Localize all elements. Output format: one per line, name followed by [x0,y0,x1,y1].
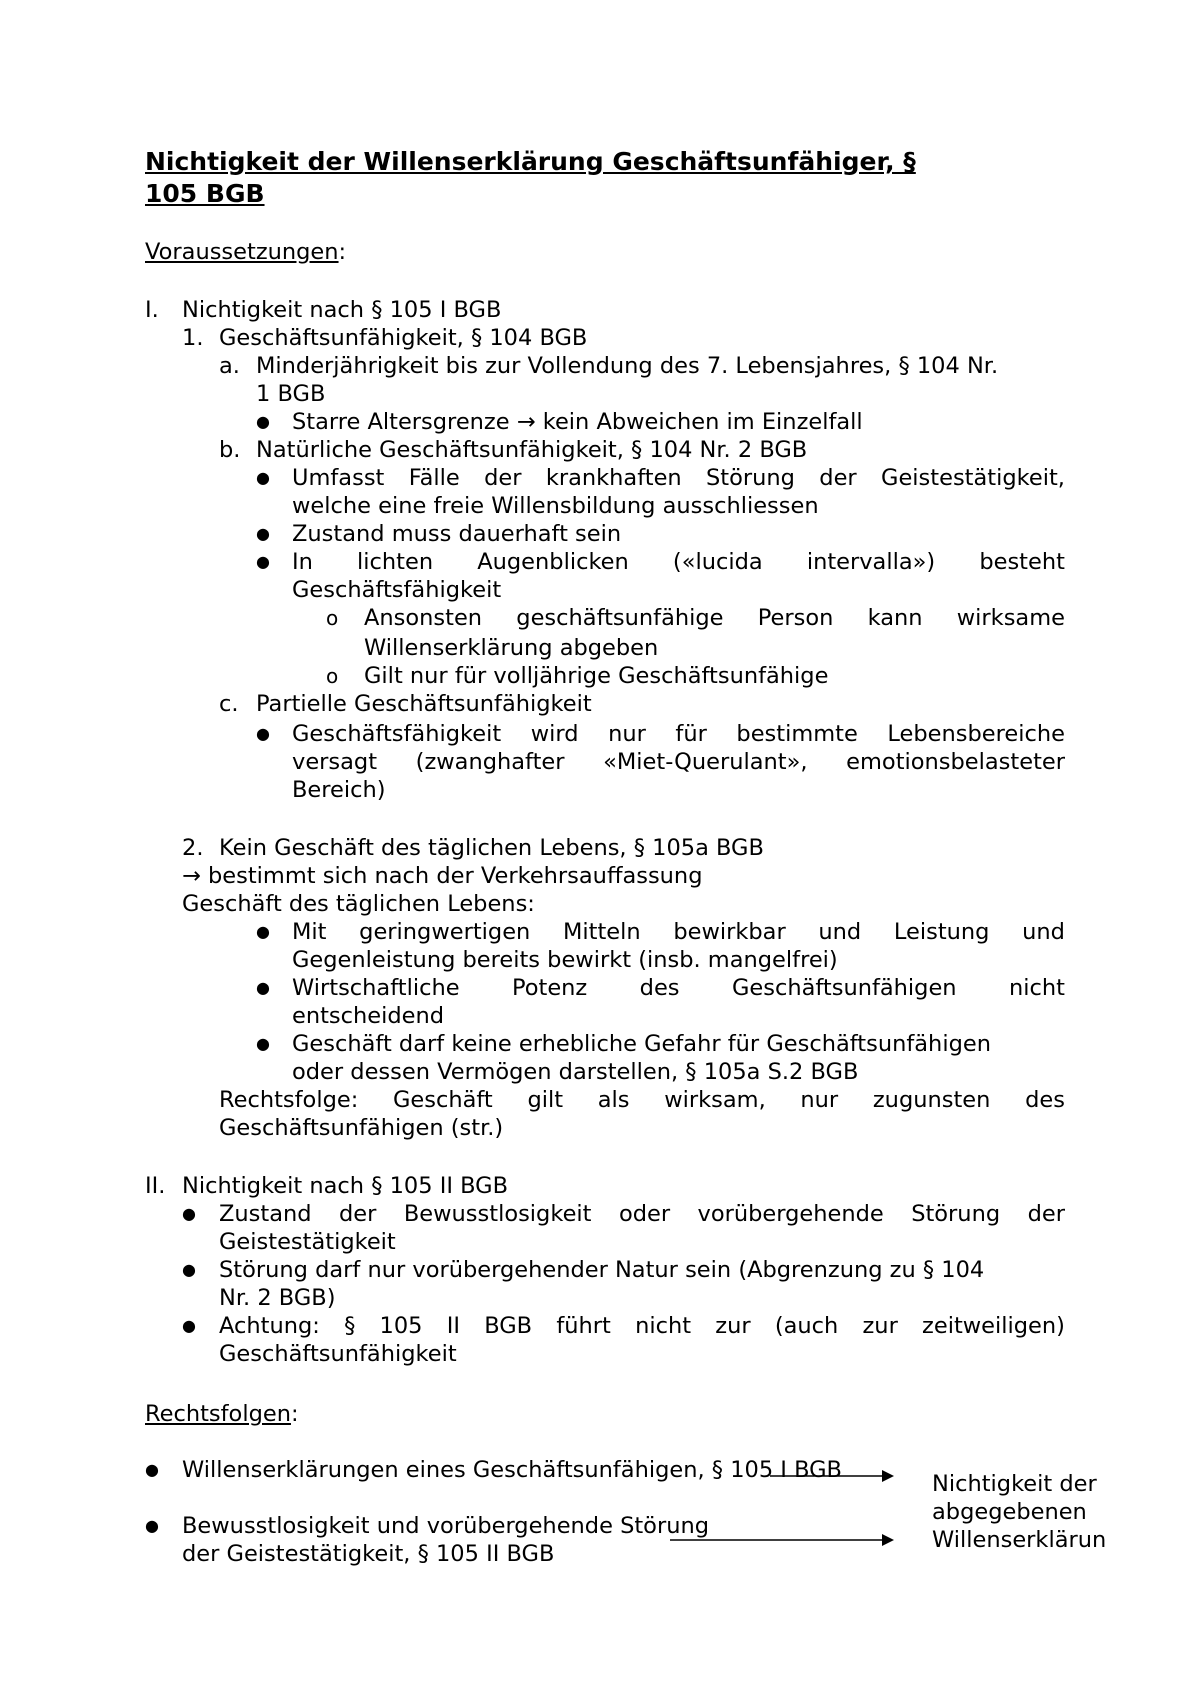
item-2-bullet3-line2: oder dessen Vermögen darstellen, § 105a S.2 BGB [292,1059,859,1085]
word: besteht [979,549,1065,575]
item-c-bullet1-line3: Bereich) [292,777,386,803]
word: kann [867,605,923,631]
word: Lebensbereiche [887,721,1065,747]
bullet-icon: ● [145,1460,159,1479]
item-marker-b: b. [219,437,241,463]
word: Geschäftsunfähigen [731,975,957,1001]
word: emotionsbelasteter [846,749,1065,775]
section-II-bullet1-line2: Geistestätigkeit [219,1229,396,1255]
bullet-icon: ● [256,978,270,997]
word: vorübergehende [697,1201,884,1227]
item-a-bullet1: Starre Altersgrenze → kein Abweichen im Einzelfall [292,409,863,435]
bullet-icon: ● [256,524,270,543]
item-b-bullet3-line2: Geschäftsfähigkeit [292,577,502,603]
word: («lucida [672,549,763,575]
word: Fälle [408,465,460,491]
word: wird [530,721,579,747]
item-b-text: Natürliche Geschäftsunfähigkeit, § 104 Nr. 2 BGB [256,437,808,463]
word: und [818,919,862,945]
section-II-bullet2-line1: Störung darf nur vorübergehender Natur sein (Abgrenzung zu § 104 [219,1257,985,1283]
word: Potenz [511,975,588,1001]
document-title-line1: Nichtigkeit der Willenserklärung Geschäftsunfähiger, § [145,147,916,176]
bullet-icon: ● [182,1260,196,1279]
heading-colon: : [338,239,347,265]
bullet-icon: ● [256,724,270,743]
word: Rechtsfolge: [219,1087,359,1113]
word: BGB [484,1313,533,1339]
word: Ansonsten [364,605,483,631]
item-a-line2: 1 BGB [256,381,326,407]
word: gilt [527,1087,564,1113]
section-I-text: Nichtigkeit nach § 105 I BGB [182,297,502,323]
item-2-rechtsfolge-line2: Geschäftsunfähigen (str.) [219,1115,504,1141]
word: bewirkbar [673,919,786,945]
item-b-bullet1-line2: welche eine freie Willensbildung ausschliessen [292,493,819,519]
word: Leistung [893,919,990,945]
word: versagt [292,749,378,775]
word: Mitteln [562,919,641,945]
arrow-head-icon [882,1534,894,1546]
word: zur [715,1313,751,1339]
word: geringwertigen [359,919,531,945]
section-II-bullet2-line2: Nr. 2 BGB) [219,1285,336,1311]
word: intervalla») [806,549,936,575]
word: krankhaften [545,465,682,491]
word: der [484,465,522,491]
word: wirksame [956,605,1065,631]
rechtsfolgen-result-line3: Willenserklärun [932,1527,1107,1553]
rechtsfolgen-label: Rechtsfolgen [145,1401,291,1427]
word: der [339,1201,377,1227]
word: und [1022,919,1065,945]
word: Geschäft [392,1087,493,1113]
rechtsfolgen-result-line2: abgegebenen [932,1499,1087,1525]
item-2-bullet2-line2: entscheidend [292,1003,445,1029]
item-2-heading: Geschäft des täglichen Lebens: [182,891,535,917]
bullet-icon: ● [145,1516,159,1535]
circle-bullet-icon: o [326,664,339,688]
bullet-icon: ● [256,412,270,431]
word: Umfasst [292,465,385,491]
rechtsfolgen-result-line1: Nichtigkeit der [932,1471,1097,1497]
bullet-icon: ● [182,1316,196,1335]
word: zeitweiligen) [922,1313,1065,1339]
word: des [1025,1087,1065,1113]
item-a-line1: Minderjährigkeit bis zur Vollendung des 7. Lebensjahres, § 104 Nr. [256,353,999,379]
word: (auch [774,1313,839,1339]
word: Achtung: [219,1313,320,1339]
item-b-bullet2: Zustand muss dauerhaft sein [292,521,622,547]
word: Person [757,605,834,631]
word: nur [800,1087,839,1113]
word: Mit [292,919,327,945]
item-b-sub2: Gilt nur für volljährige Geschäftsunfähige [364,663,829,689]
word: führt [556,1313,611,1339]
item-c-text: Partielle Geschäftsunfähigkeit [256,691,592,717]
word: der [1027,1201,1065,1227]
word: II [446,1313,460,1339]
word: für [675,721,707,747]
rechtsfolgen-bullet2-line1: Bewusstlosigkeit und vorübergehende Störung [182,1513,709,1539]
bullet-icon: ● [256,922,270,941]
item-marker-2: 2. [182,835,204,861]
item-b-sub1-line2: Willenserklärung abgeben [364,635,659,661]
word: zugunsten [872,1087,991,1113]
word: oder [618,1201,671,1227]
word: als [597,1087,630,1113]
item-marker-1: 1. [182,325,204,351]
rechtsfolgen-bullet1: Willenserklärungen eines Geschäftsunfähigen, § 105 I BGB [182,1457,842,1483]
section-marker-I: I. [145,297,159,323]
section-marker-II: II. [145,1173,166,1199]
item-1-text: Geschäftsunfähigkeit, § 104 BGB [219,325,588,351]
word: nicht [1009,975,1065,1001]
section-II-bullet3-line2: Geschäftsunfähigkeit [219,1341,457,1367]
word: Störung [911,1201,1001,1227]
word: Augenblicken [477,549,629,575]
word: geschäftsunfähige [516,605,724,631]
word: Wirtschaftliche [292,975,460,1001]
bullet-icon: ● [256,468,270,487]
voraussetzungen-label: Voraussetzungen [145,239,339,265]
item-2-text: Kein Geschäft des täglichen Lebens, § 105a BGB [219,835,764,861]
heading-colon: : [290,1401,299,1427]
item-marker-a: a. [219,353,240,379]
arrow-head-icon [882,1470,894,1482]
word: lichten [357,549,434,575]
word: bestimmte [736,721,858,747]
word: Bewusstlosigkeit [403,1201,592,1227]
item-2-bullet1-line2: Gegenleistung bereits bewirkt (insb. mangelfrei) [292,947,838,973]
section-II-text: Nichtigkeit nach § 105 II BGB [182,1173,509,1199]
item-2-arrow-line: → bestimmt sich nach der Verkehrsauffassung [182,863,703,889]
bullet-icon: ● [256,1034,270,1053]
document-title-line2: 105 BGB [145,179,265,208]
word: nicht [635,1313,692,1339]
item-2-bullet3-line1: Geschäft darf keine erhebliche Gefahr für Geschäftsunfähigen [292,1031,991,1057]
word: Geschäftsfähigkeit [292,721,502,747]
word: der [819,465,857,491]
word: Störung [706,465,795,491]
word: § [344,1313,356,1339]
circle-bullet-icon: o [326,606,339,630]
item-marker-c: c. [219,691,239,717]
word: des [639,975,680,1001]
bullet-icon: ● [182,1204,196,1223]
rechtsfolgen-bullet2-line2: der Geistestätigkeit, § 105 II BGB [182,1541,555,1567]
word: (zwanghafter [415,749,565,775]
word: «Miet-Querulant», [603,749,808,775]
word: Zustand [219,1201,312,1227]
word: zur [862,1313,898,1339]
word: wirksam, [664,1087,766,1113]
word: nur [608,721,646,747]
word: Geistestätigkeit, [881,465,1065,491]
bullet-icon: ● [256,552,270,571]
word: 105 [379,1313,423,1339]
word: In [292,549,313,575]
